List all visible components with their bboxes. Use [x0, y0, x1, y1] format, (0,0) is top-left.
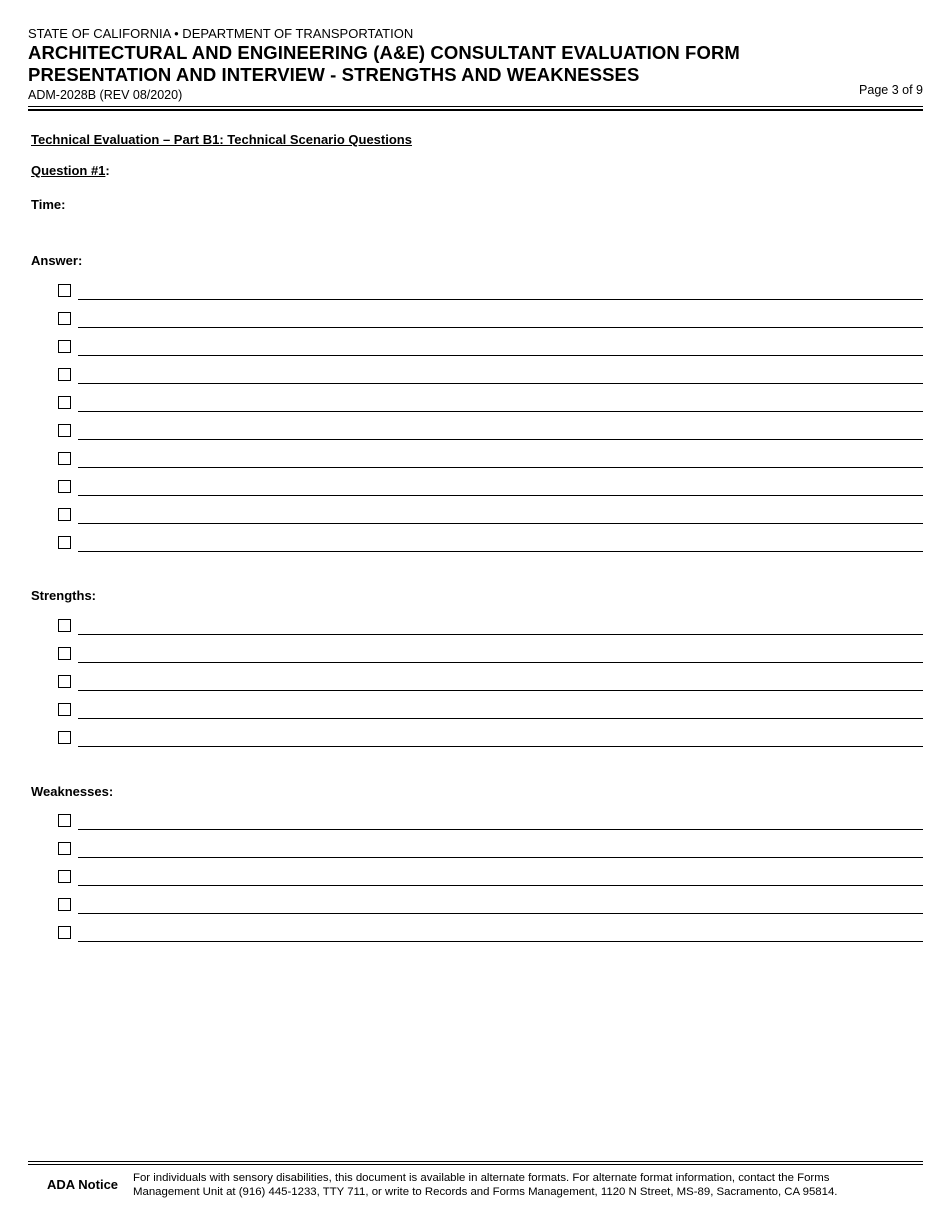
- answer-checkbox[interactable]: [58, 452, 71, 465]
- answer-checkbox[interactable]: [58, 340, 71, 353]
- answer-checkbox[interactable]: [58, 368, 71, 381]
- answer-writing-line[interactable]: [78, 439, 923, 440]
- strength-writing-line[interactable]: [78, 746, 923, 747]
- footer-divider-1: [28, 1161, 923, 1162]
- weaknesses-label: Weaknesses:: [31, 784, 114, 799]
- weakness-checkbox[interactable]: [58, 898, 71, 911]
- strength-writing-line[interactable]: [78, 690, 923, 691]
- question-label: [31, 163, 110, 178]
- answer-writing-line[interactable]: [78, 551, 923, 552]
- strength-checkbox[interactable]: [58, 619, 71, 632]
- answer-writing-line[interactable]: [78, 411, 923, 412]
- answer-row: [58, 479, 923, 497]
- answer-checkbox[interactable]: [58, 508, 71, 521]
- form-title-line-2: PRESENTATION AND INTERVIEW - STRENGTHS AND WEAKNESSES: [28, 64, 640, 85]
- answer-writing-line[interactable]: [78, 355, 923, 356]
- form-header: [28, 26, 923, 103]
- answer-row: [58, 423, 923, 441]
- answer-writing-line[interactable]: [78, 523, 923, 524]
- weakness-writing-line[interactable]: [78, 829, 923, 830]
- answer-row: [58, 283, 923, 301]
- weakness-checkbox[interactable]: [58, 870, 71, 883]
- answer-row: [58, 311, 923, 329]
- answer-checkbox[interactable]: [58, 424, 71, 437]
- answer-row: [58, 395, 923, 413]
- header-divider-thick: [28, 109, 923, 111]
- strength-checkbox[interactable]: [58, 731, 71, 744]
- weakness-checkbox[interactable]: [58, 842, 71, 855]
- answer-checkbox[interactable]: [58, 284, 71, 297]
- weakness-checkbox[interactable]: [58, 814, 71, 827]
- ada-notice-line-1: For individuals with sensory disabilities, this document is available in alternate formats. For alternate format information, contact the Forms: [133, 1172, 830, 1184]
- answer-row: [58, 507, 923, 525]
- strength-checkbox[interactable]: [58, 703, 71, 716]
- header-divider-thin: [28, 106, 923, 107]
- strength-row: [58, 730, 923, 748]
- ada-notice-title: ADA Notice: [47, 1177, 119, 1192]
- answer-row: [58, 367, 923, 385]
- weakness-row: [58, 813, 923, 831]
- answer-row: [58, 451, 923, 469]
- answer-writing-line[interactable]: [78, 495, 923, 496]
- answer-checkbox[interactable]: [58, 396, 71, 409]
- weakness-checkbox[interactable]: [58, 926, 71, 939]
- strength-row: [58, 674, 923, 692]
- answer-writing-line[interactable]: [78, 299, 923, 300]
- form-title-line-1: ARCHITECTURAL AND ENGINEERING (A&E) CONSULTANT EVALUATION FORM: [28, 42, 740, 63]
- answer-writing-line[interactable]: [78, 467, 923, 468]
- answer-row: [58, 339, 923, 357]
- strengths-label: Strengths:: [31, 588, 96, 603]
- answer-row: [58, 535, 923, 553]
- agency-name: STATE OF CALIFORNIA • DEPARTMENT OF TRANSPORTATION: [28, 26, 414, 41]
- question-colon: :: [105, 163, 110, 178]
- answer-writing-line[interactable]: [78, 383, 923, 384]
- strength-checkbox[interactable]: [58, 675, 71, 688]
- weakness-writing-line[interactable]: [78, 885, 923, 886]
- weakness-writing-line[interactable]: [78, 857, 923, 858]
- answer-label: Answer:: [31, 253, 83, 268]
- answer-writing-line[interactable]: [78, 327, 923, 328]
- page-number: Page 3 of 9: [859, 83, 923, 97]
- answer-checkbox[interactable]: [58, 312, 71, 325]
- time-label: Time:: [31, 197, 66, 212]
- answer-checkbox[interactable]: [58, 480, 71, 493]
- footer-divider-2: [28, 1164, 923, 1165]
- weakness-row: [58, 925, 923, 943]
- strength-writing-line[interactable]: [78, 718, 923, 719]
- strength-row: [58, 618, 923, 636]
- weakness-row: [58, 897, 923, 915]
- weakness-writing-line[interactable]: [78, 941, 923, 942]
- weakness-row: [58, 869, 923, 887]
- question-number: Question #1: [31, 163, 106, 178]
- ada-notice-text: [133, 1171, 913, 1199]
- strength-checkbox[interactable]: [58, 647, 71, 660]
- strength-writing-line[interactable]: [78, 634, 923, 635]
- weakness-writing-line[interactable]: [78, 913, 923, 914]
- strength-row: [58, 646, 923, 664]
- section-title: Technical Evaluation – Part B1: Technical Scenario Questions: [31, 132, 412, 147]
- answer-checkbox[interactable]: [58, 536, 71, 549]
- strength-writing-line[interactable]: [78, 662, 923, 663]
- ada-notice-line-2: Management Unit at (916) 445-1233, TTY 711, or write to Records and Forms Management, 1120 N Street, MS-89, Sacramento, CA 95814.: [133, 1186, 838, 1198]
- strength-row: [58, 702, 923, 720]
- weakness-row: [58, 841, 923, 859]
- form-number: ADM-2028B (REV 08/2020): [28, 88, 183, 102]
